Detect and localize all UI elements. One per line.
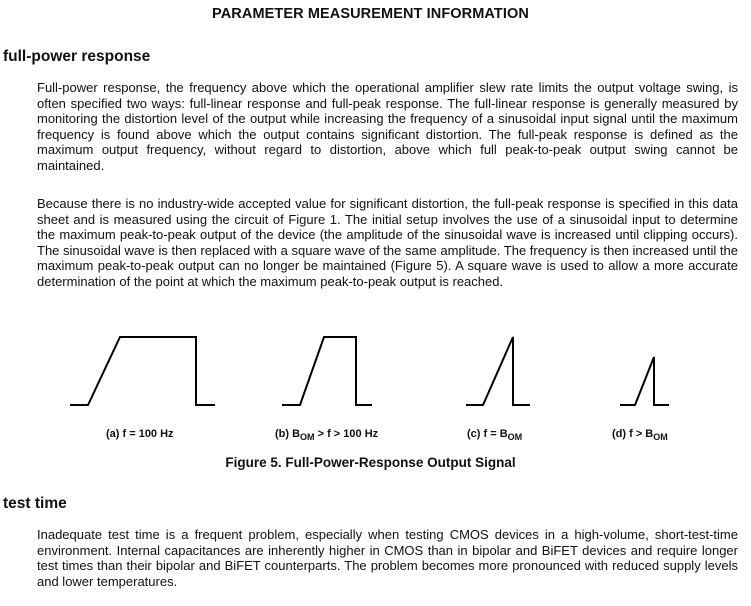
waveform-b-trapezoid-response: [282, 337, 372, 405]
figure-label-c: (c) $f = B_{OM}$: [467, 428, 523, 442]
figure-caption: Figure 5. Full-Power-Response Output Signal: [225, 455, 516, 470]
waveform-c-triangle-response: [466, 337, 530, 405]
page-title: PARAMETER MEASUREMENT INFORMATION: [212, 6, 529, 22]
paragraph-full-peak-measurement: Because there is no industry-wide accepted value for significant distortion, the full-peak response is specified in this data sheet and is measured using the circuit of Figure 1. The initial setup involves the use of a sinusoidal input to determine the maximum peak-to-peak output of the device (the amplitude of the sinusoidal wave is increased until clipping occurs). The sinusoidal wave is then replaced with a square wave of the same amplitude. The frequency is then increased until the maximum peak-to-peak output can no longer be maintained (Figure 5). A square wave is used to allow a more accurate determination of the point at which the maximum peak-to-peak output is reached.: [37, 196, 738, 289]
full-power-response-waveforms: [0, 330, 751, 420]
section-heading-full-power-response: full-power response: [3, 48, 151, 65]
section-heading-test-time: test time: [3, 495, 67, 512]
waveform-d-reduced-triangle-response: [620, 357, 669, 405]
figure-label-b: (b) $B_{OM} > f > 100$ Hz: [275, 428, 379, 442]
figure-label-a: (a) f = 100 Hz: [106, 428, 174, 440]
paragraph-full-power-intro: Full-power response, the frequency above which the operational amplifier slew rate limits the output voltage swing, is often specified two ways: full-linear response and full-peak response. The full-linear response is generally measured by monitoring the distortion level of the output while increasing the frequency of a sinusoidal input signal until the maximum frequency is found above which the output contains significant distortion. The full-peak response is defined as the maximum output frequency, without regard to distortion, above which full peak-to-peak output swing cannot be maintained.: [37, 80, 738, 173]
figure-label-d: (d) $f > B_{OM}$: [612, 428, 668, 442]
waveform-a-square-response: [70, 337, 215, 405]
paragraph-test-time: Inadequate test time is a frequent problem, especially when testing CMOS devices in a high-volume, short-test-time environment. Internal capacitances are inherently higher in CMOS than in bipolar and BiFET devices and require longer test times than their bipolar and BiFET counterparts. The problem becomes more pronounced with reduced supply levels and lower temperatures.: [37, 527, 738, 589]
